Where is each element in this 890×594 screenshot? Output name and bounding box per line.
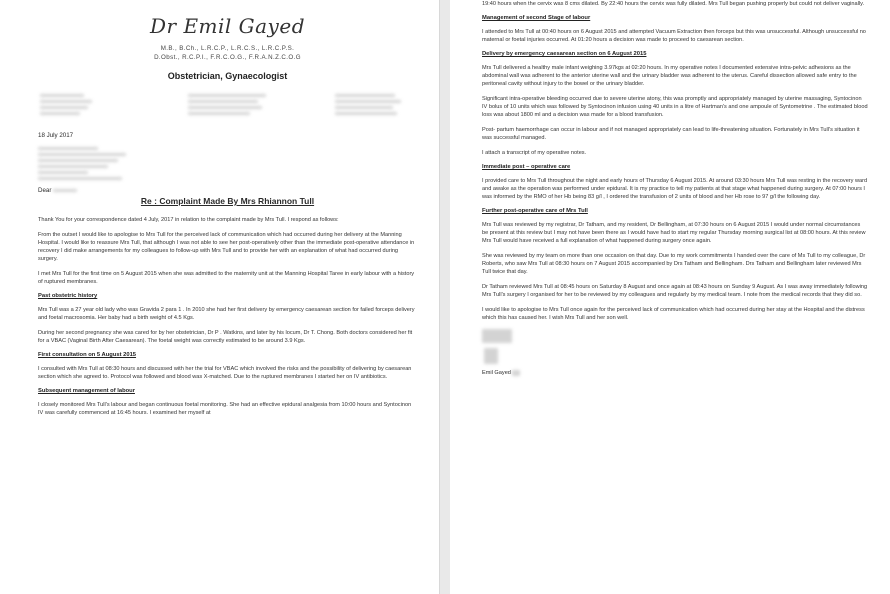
paragraph-first-met: I met Mrs Tull for the first time on 5 August 2015 when she was admitted to the maternity unit at the Manning Hospital Taree in early labour with a history of ruptured membranes. <box>38 271 415 285</box>
redacted-recipient-address <box>38 147 133 180</box>
redacted-contact-block <box>40 91 120 118</box>
paragraph-past-history-2: During her second pregnancy she was cared for by her obstetrician, Dr P . Watkins, and later by his locum, Dr T. Chong. Both doctors considered her fit for a VBAC (Vaginal Birth After Caesarean). The foetal weight was correctly estimated to be around 3.9 Kgs. <box>38 330 413 344</box>
qualifications-line-1: M.B., B.Ch., L.R.C.P., L.R.C.S., L.R.C.P.S. <box>160 45 295 52</box>
redacted-contact-block <box>335 91 415 118</box>
paragraph-immediate-post-operative: I provided care to Mrs Tull throughout the night and early hours of Thursday 6 August 2015. At around 03:30 hours Mrs Tull was resting in the recovery ward and awake as the operation was performed under epidural. It is my practice to tell my patients at that stage what happened during surgery. At 07:00 hours I was informed by the RMO of her Hb being 83 g/l , I ordered the transfusion of 2 units of blood and her Hb rose to 97 g/l the following day. <box>482 178 868 200</box>
letterhead <box>38 14 417 81</box>
redacted-signoff <box>482 329 512 343</box>
heading-immediate-post-operative: Immediate post – operative care <box>482 164 571 170</box>
paragraph-further-1: Mrs Tull was reviewed by my registrar, Dr Tatham, and my resident, Dr Bellingham, at 07:30 hours on 6 August 2015 I would under normal circumstances be present at this review but I may not have been there as I would have had to start my regular Thursday morning surgical list at 08:00 hours. At this review Mrs Tull would have received a full explanation of what happened during surgery once again. <box>482 222 866 244</box>
heading-further-post-operative: Further post-operative care of Mrs Tull <box>482 208 588 214</box>
salutation <box>38 187 417 194</box>
paragraph-past-history-1: Mrs Tull was a 27 year old lady who was Gravida 2 para 1 . In 2010 she had her first delivery by emergency caesarean section for failed forceps delivery and foetal macrosomia. Her baby had a birth weight of 4.5 Kgs. <box>38 307 415 321</box>
salutation-text: Dear <box>38 187 52 194</box>
letterhead-name: Dr Emil Gayed <box>149 14 305 38</box>
paragraph-second-stage: I attended to Mrs Tull at 00:40 hours on 6 August 2015 and attempted Vacuum Extraction then forceps but this was unsuccessful. Although unsuccessful no maternal or foetal injuries occurred. At 01:20 hours a decision was made to proceed to caesarean section. <box>482 29 866 43</box>
paragraph-delivery-1: Mrs Tull delivered a healthy male infant weighing 3.97kgs at 02:20 hours. In my operative notes I documented extensive intra-pelvic adhesions as the abdominal wall was adherent to the anterior uterine wall and the urinary bladder was adherent to the uterus. Careful dissection allowed safe entry to the peritoneal cavity without injury to the bowel or the urinary bladder. <box>482 65 857 87</box>
paragraph-delivery-3: Post- partum haemorrhage can occur in labour and if not managed appropriately can lead to life-threatening situation. Fortunately in Mrs Tull's situation it was successful managed. <box>482 127 860 141</box>
heading-first-consultation: First consultation on 5 August 2015 <box>38 352 137 358</box>
letter-date: 18 July 2017 <box>38 132 74 139</box>
subject-line: Re : Complaint Made By Mrs Rhiannon Tull <box>140 196 315 206</box>
paragraph-delivery-2: Significant intra-operative bleeding occurred due to severe uterine atony, this was promptly and appropriately managed by uterine massaging, Syntocinon IV bolus of 10 units which was followed by Syntocinon infusion using 40 units in a litre of Hartman's and one ampoule of Syntometrine . The estimated blood loss was about 1800 ml and a decision was made for a blood transfusion. <box>482 96 868 118</box>
redacted-recipient-name <box>53 189 77 192</box>
paragraph-further-2: She was reviewed by my team on more than one occasion on that day. Due to my work commitments I handed over the care of Ms Tull to my colleague, Dr Roberts, who saw Mrs Tull at 08:30 hours on 7 August 2015 accompanied by Drs Tatham and Bellingham. Drs Tatham and Bellingham later reviewed Mrs Tull twice that day. <box>482 253 866 275</box>
qualifications-line-2: D.Obst., R.C.P.I., F.R.C.O.G., F.R.A.N.Z.C.O.G <box>154 54 301 61</box>
paragraph-subsequent-management: I closely monitored Mrs Tull's labour and began continuous foetal monitoring. She had an effective epidural analgesia from 10:00 hours and Syntocinon IV was carefully commenced at 16:45 hours. I examined her myself at <box>38 402 412 416</box>
heading-past-obstetric-history: Past obstetric history <box>38 293 98 299</box>
letter-page-1 <box>0 0 440 594</box>
specialty: Obstetrician, Gynaecologist <box>167 71 288 81</box>
redacted-signature-suffix <box>512 370 520 376</box>
paragraph-closing: I would like to apologise to Mrs Tull once again for the perceived lack of communication which had occurred during her stay at the Hospital and the distress which this has caused her. I wish Mrs Tull and her son well. <box>482 307 865 321</box>
paragraph-first-consultation: I consulted with Mrs Tull at 08:30 hours and discussed with her the trial for VBAC which involved the risks and the possibility of delivering by caesarean section which she agreed to. Protocol was followed and blood was X-matched. Due to the ruptured membranes I started her on IV antibiotics. <box>38 366 412 380</box>
letter-page-2 <box>450 0 890 594</box>
redacted-contact-details <box>38 91 417 118</box>
paragraph-apology: From the outset I would like to apologise to Mrs Tull for the perceived lack of communication which had occurred during her delivery at the Manning Hospital. I would like to reassure Mrs Tull, that although I was not able to see her post-operatively other than the immediate post-operative attendance in recovery I did make arrangements for my colleagues to follow-up with Mrs Tull and to provide her with an explanation of what had occurred during surgery. <box>38 232 415 262</box>
signature-block <box>482 329 868 376</box>
heading-subsequent-management: Subsequent management of labour <box>38 388 135 394</box>
heading-second-stage: Management of second Stage of labour <box>482 15 591 21</box>
paragraph-intro: Thank You for your correspondence dated 4 July, 2017 in relation to the complaint made by Mrs Tull. I respond as follows: <box>38 217 339 223</box>
signature-name-text: Emil Gayed <box>482 370 511 376</box>
paragraph-continued: 19:40 hours when the cervix was 8 cms dilated. By 22:40 hours the cervix was fully dilated. Mrs Tull began pushing properly but could not deliver vaginally. <box>482 1 865 7</box>
redacted-signature <box>484 348 498 364</box>
paragraph-further-3: Dr Tatham reviewed Mrs Tull at 08:45 hours on Saturday 8 August and once again at 08:43 hours on Sunday 9 August. As I was away immediately following Mrs Tull's surgery I organised for her to be reviewed by my colleagues and regularly by my medical team. I note from the medical records that they did so. <box>482 284 868 298</box>
paragraph-attach: I attach a transcript of my operative notes. <box>482 150 587 156</box>
heading-delivery: Delivery by emergency caesarean section on 6 August 2015 <box>482 51 647 57</box>
signature-name <box>482 370 868 376</box>
qualifications <box>38 44 417 62</box>
redacted-contact-block <box>188 91 268 118</box>
